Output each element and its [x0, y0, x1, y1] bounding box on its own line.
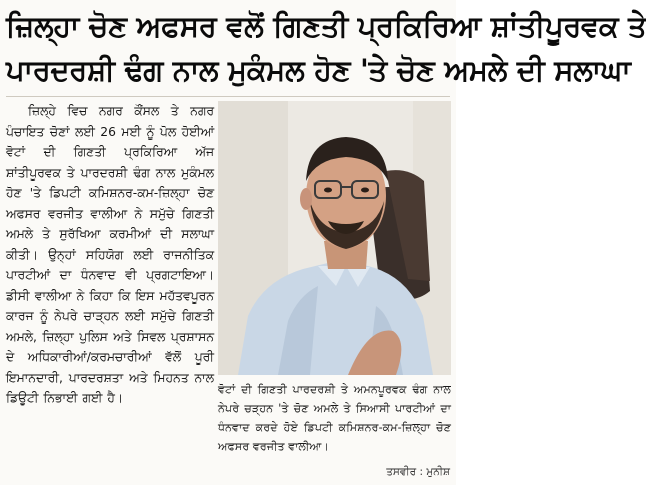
headline-line-1: ਜ਼ਿਲ੍ਹਾ ਚੋਣ ਅਫਸਰ ਵਲੋਂ ਗਿਣਤੀ ਪ੍ਰਕਿਰਿਆ ਸ਼ਾਂਤੀਪੂਰਵਕ ਤੇ [6, 9, 646, 43]
photo-illustration [218, 101, 451, 375]
headline [6, 4, 646, 100]
article-body-text: ਜ਼ਿਲ੍ਹੇ ਵਿਚ ਨਗਰ ਕੌਂਸਲ ਤੇ ਨਗਰ ਪੰਚਾਇਤ ਚੋਣਾਂ ਲਈ 26 ਮਈ ਨੂੰ ਪੋਲ ਹੋਈਆਂ ਵੋਟਾਂ ਦੀ ਗਿਣਤੀ ਪ੍ਰਕਿਰਿਆ ਅੱਜ ਸ਼ਾਂਤੀਪੂਰਵਕ ਤੇ ਪਾਰਦਰਸ਼ੀ ਢੰਗ ਨਾਲ ਮੁਕੰਮਲ ਹੋਣ 'ਤੇ ਡਿਪਟੀ ਕਮਿਸ਼ਨਰ-ਕਮ-ਜ਼ਿਲ੍ਹਾ ਚੋਣ ਅਫਸਰ ਵਰਜੀਤ ਵਾਲੀਆ ਨੇ ਸਮੁੱਚੇ ਗਿਣਤੀ ਅਮਲੇ ਤੇ ਸੁਰੱਖਿਆ ਕਰਮੀਆਂ ਦੀ ਸਲਾਘਾ ਕੀਤੀ। ਉਨ੍ਹਾਂ ਸਹਿਯੋਗ ਲਈ ਰਾਜਨੀਤਿਕ ਪਾਰਟੀਆਂ ਦਾ ਧੰਨਵਾਦ ਵੀ ਪ੍ਰਗਟਾਇਆ। ਡੀਸੀ ਵਾਲੀਆ ਨੇ ਕਿਹਾ ਕਿ ਇਸ ਮਹੱਤਵਪੂਰਨ ਕਾਰਜ ਨੂੰ ਨੇਪਰੇ ਚਾੜ੍ਹਨ ਲਈ ਸਮੁੱਚੇ ਗਿਣਤੀ ਅਮਲੇ, ਜ਼ਿਲ੍ਹਾ ਪੁਲਿਸ ਅਤੇ ਸਿਵਲ ਪ੍ਰਸ਼ਾਸਨ ਦੇ ਅਧਿਕਾਰੀਆਂ/ਕਰਮਚਾਰੀਆਂ ਵੱਲੋਂ ਪੂਰੀ ਇਮਾਨਦਾਰੀ, ਪਾਰਦਰਸ਼ਤਾ ਅਤੇ ਮਿਹਨਤ ਨਾਲ ਡਿਊਟੀ ਨਿਭਾਈ ਗਈ ਹੈ। [6, 104, 214, 405]
photo-credit: ਤਸਵੀਰ : ਮੁਨੀਸ਼ [386, 466, 450, 478]
article-body [6, 101, 214, 479]
news-photo [218, 101, 451, 375]
headline-line-2: ਪਾਰਦਰਸ਼ੀ ਢੰਗ ਨਾਲ ਮੁਕੰਮਲ ਹੋਣ 'ਤੇ ਚੋਣ ਅਮਲੇ ਦੀ ਸਲਾਘਾ [6, 53, 631, 87]
headline-divider [6, 96, 450, 97]
photo-caption: ਵੋਟਾਂ ਦੀ ਗਿਣਤੀ ਪਾਰਦਰਸ਼ੀ ਤੇ ਅਮਨਪੂਰਵਕ ਢੰਗ ਨਾਲ ਨੇਪਰੇ ਚੜ੍ਹਨ 'ਤੇ ਚੋਣ ਅਮਲੇ ਤੇ ਸਿਆਸੀ ਪਾਰਟੀਆਂ ਦਾ ਧੰਨਵਾਦ ਕਰਦੇ ਹੋਏ ਡਿਪਟੀ ਕਮਿਸ਼ਨਰ-ਕਮ-ਜ਼ਿਲ੍ਹਾ ਚੋਣ ਅਫਸਰ ਵਰਜੀਤ ਵਾਲੀਆ। [218, 383, 451, 453]
